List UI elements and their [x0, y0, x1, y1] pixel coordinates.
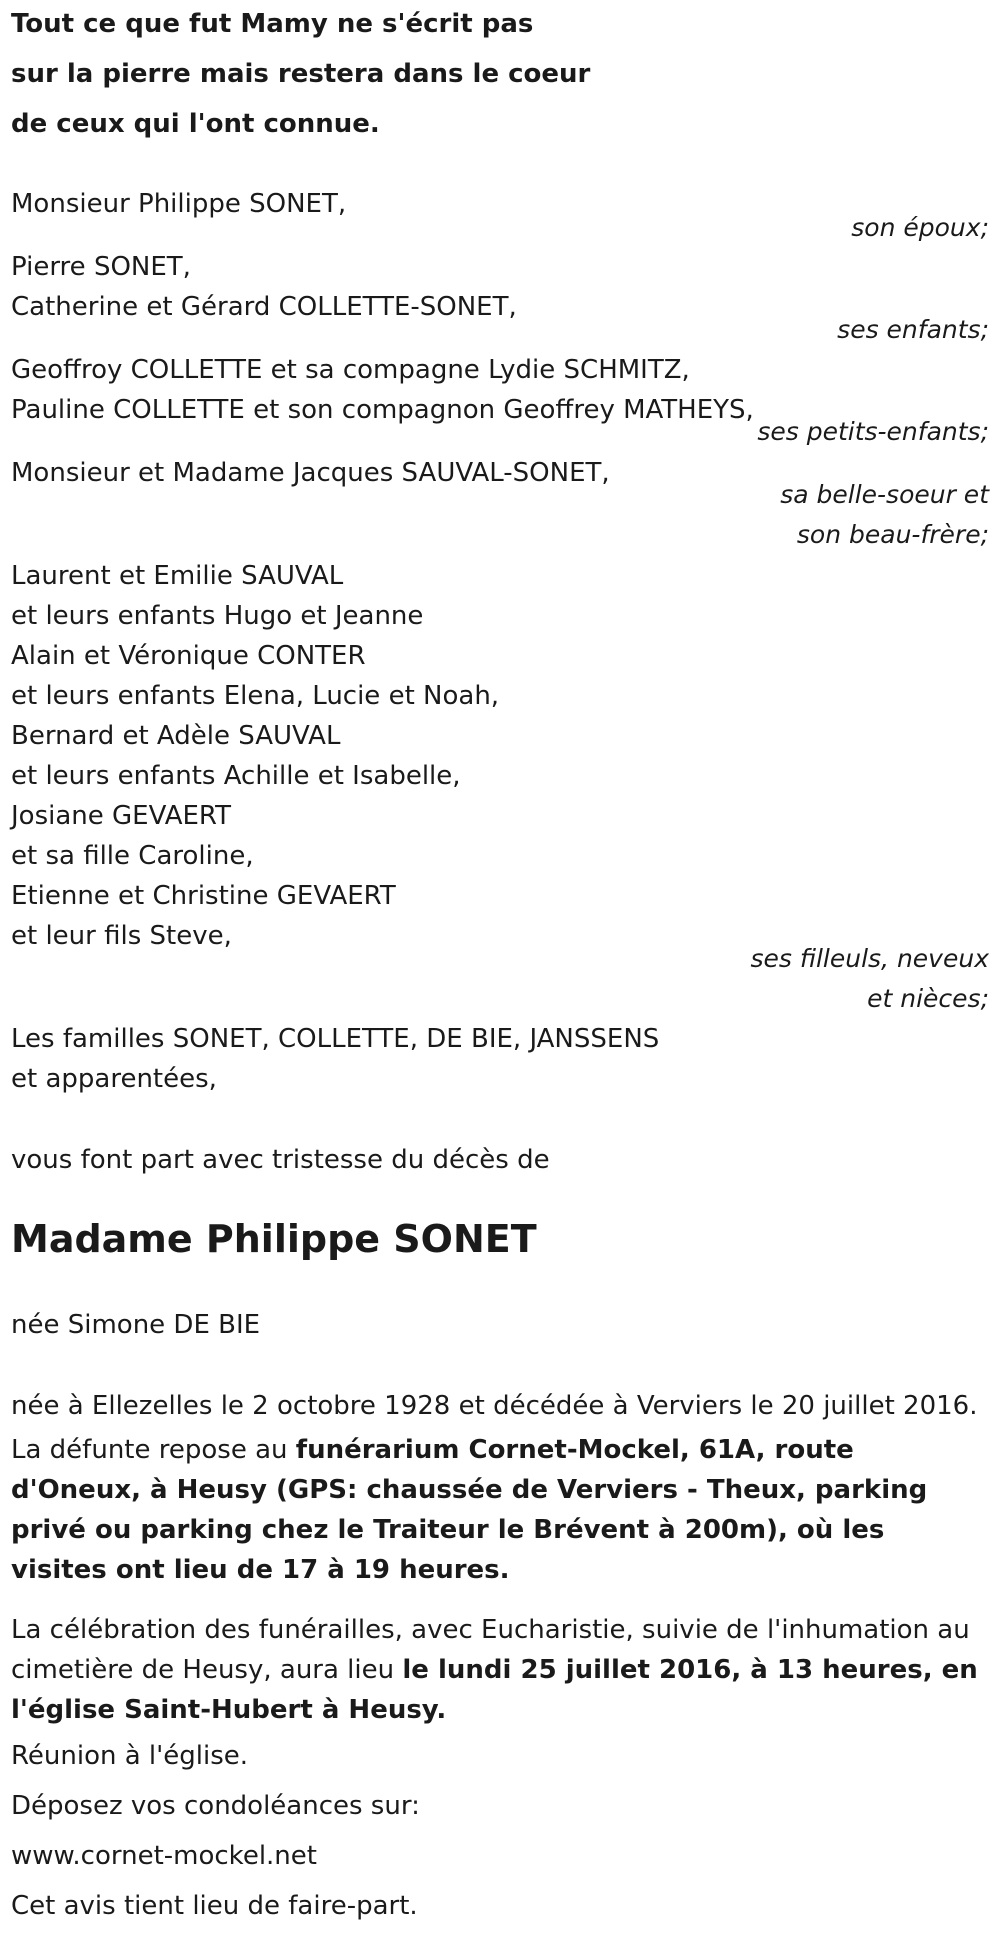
in-law-relation: son beau-frère; [796, 520, 989, 549]
children-relation: ses enfants; [837, 315, 989, 344]
child-name: Catherine et Gérard COLLETTE-SONET, [11, 292, 517, 322]
godchild-line: Bernard et Adèle SAUVAL [11, 721, 341, 751]
maiden-name: née Simone DE BIE [11, 1310, 261, 1340]
ceremony-details: le lundi 25 juillet 2016, à 13 heures, en l'église Saint-Hubert à Heusy. [11, 1655, 978, 1725]
godchild-line: et sa fille Caroline, [11, 841, 254, 871]
closing-note: Cet avis tient lieu de faire-part. [11, 1891, 418, 1921]
grandchildren-relation: ses petits-enfants; [757, 417, 989, 446]
epitaph-line: Tout ce que fut Mamy ne s'écrit pas [11, 9, 534, 39]
spouse-relation: son époux; [851, 213, 989, 242]
godchild-line: Josiane GEVAERT [11, 801, 231, 831]
funerarium-details: funérarium Cornet-Mockel, 61A, route d'Oneux, à Heusy (GPS: chaussée de Verviers - Theux, parking privé ou parking chez le Traiteur le Brévent à 200m), où les visites ont lieu de 17 à 19 heures. [11, 1435, 928, 1585]
birth-death-dates: née à Ellezelles le 2 octobre 1928 et décédée à Verviers le 20 juillet 2016. [11, 1391, 978, 1421]
epitaph-line: de ceux qui l'ont connue. [11, 109, 380, 139]
rest-paragraph [11, 1430, 986, 1590]
godchild-line: Etienne et Christine GEVAERT [11, 881, 396, 911]
godchildren-relation: et nièces; [867, 984, 989, 1013]
godchild-line: Laurent et Emilie SAUVAL [11, 561, 344, 591]
deceased-name: Madame Philippe SONET [11, 1217, 537, 1261]
condolences-label: Déposez vos condoléances sur: [11, 1791, 420, 1821]
in-law-relation: sa belle-soeur et [780, 480, 989, 509]
in-law-name: Monsieur et Madame Jacques SAUVAL-SONET, [11, 458, 610, 488]
child-name: Pierre SONET, [11, 252, 191, 282]
spouse-name: Monsieur Philippe SONET, [11, 189, 347, 219]
meeting-note: Réunion à l'église. [11, 1741, 249, 1771]
families-line: Les familles SONET, COLLETTE, DE BIE, JANSSENS [11, 1024, 660, 1054]
website-link[interactable]: www.cornet-mockel.net [11, 1841, 317, 1871]
godchild-line: et leurs enfants Achille et Isabelle, [11, 761, 461, 791]
grandchild-name: Pauline COLLETTE et son compagnon Geoffrey MATHEYS, [11, 395, 754, 425]
godchild-line: et leurs enfants Elena, Lucie et Noah, [11, 681, 500, 711]
godchild-line: et leurs enfants Hugo et Jeanne [11, 601, 424, 631]
grandchild-name: Geoffroy COLLETTE et sa compagne Lydie SCHMITZ, [11, 355, 690, 385]
epitaph-line: sur la pierre mais restera dans le coeur [11, 59, 591, 89]
ceremony-prefix: La célébration des funérailles, avec Eucharistie, suivie de l'inhumation au cimetière de Heusy, aura lieu [11, 1615, 970, 1685]
ceremony-paragraph [11, 1610, 986, 1730]
godchild-line: et leur fils Steve, [11, 921, 232, 951]
godchildren-relation: ses filleuls, neveux [750, 944, 989, 973]
rest-prefix: La défunte repose au [11, 1435, 296, 1465]
announcement: vous font part avec tristesse du décès de [11, 1145, 550, 1175]
godchild-line: Alain et Véronique CONTER [11, 641, 366, 671]
families-line: et apparentées, [11, 1064, 217, 1094]
